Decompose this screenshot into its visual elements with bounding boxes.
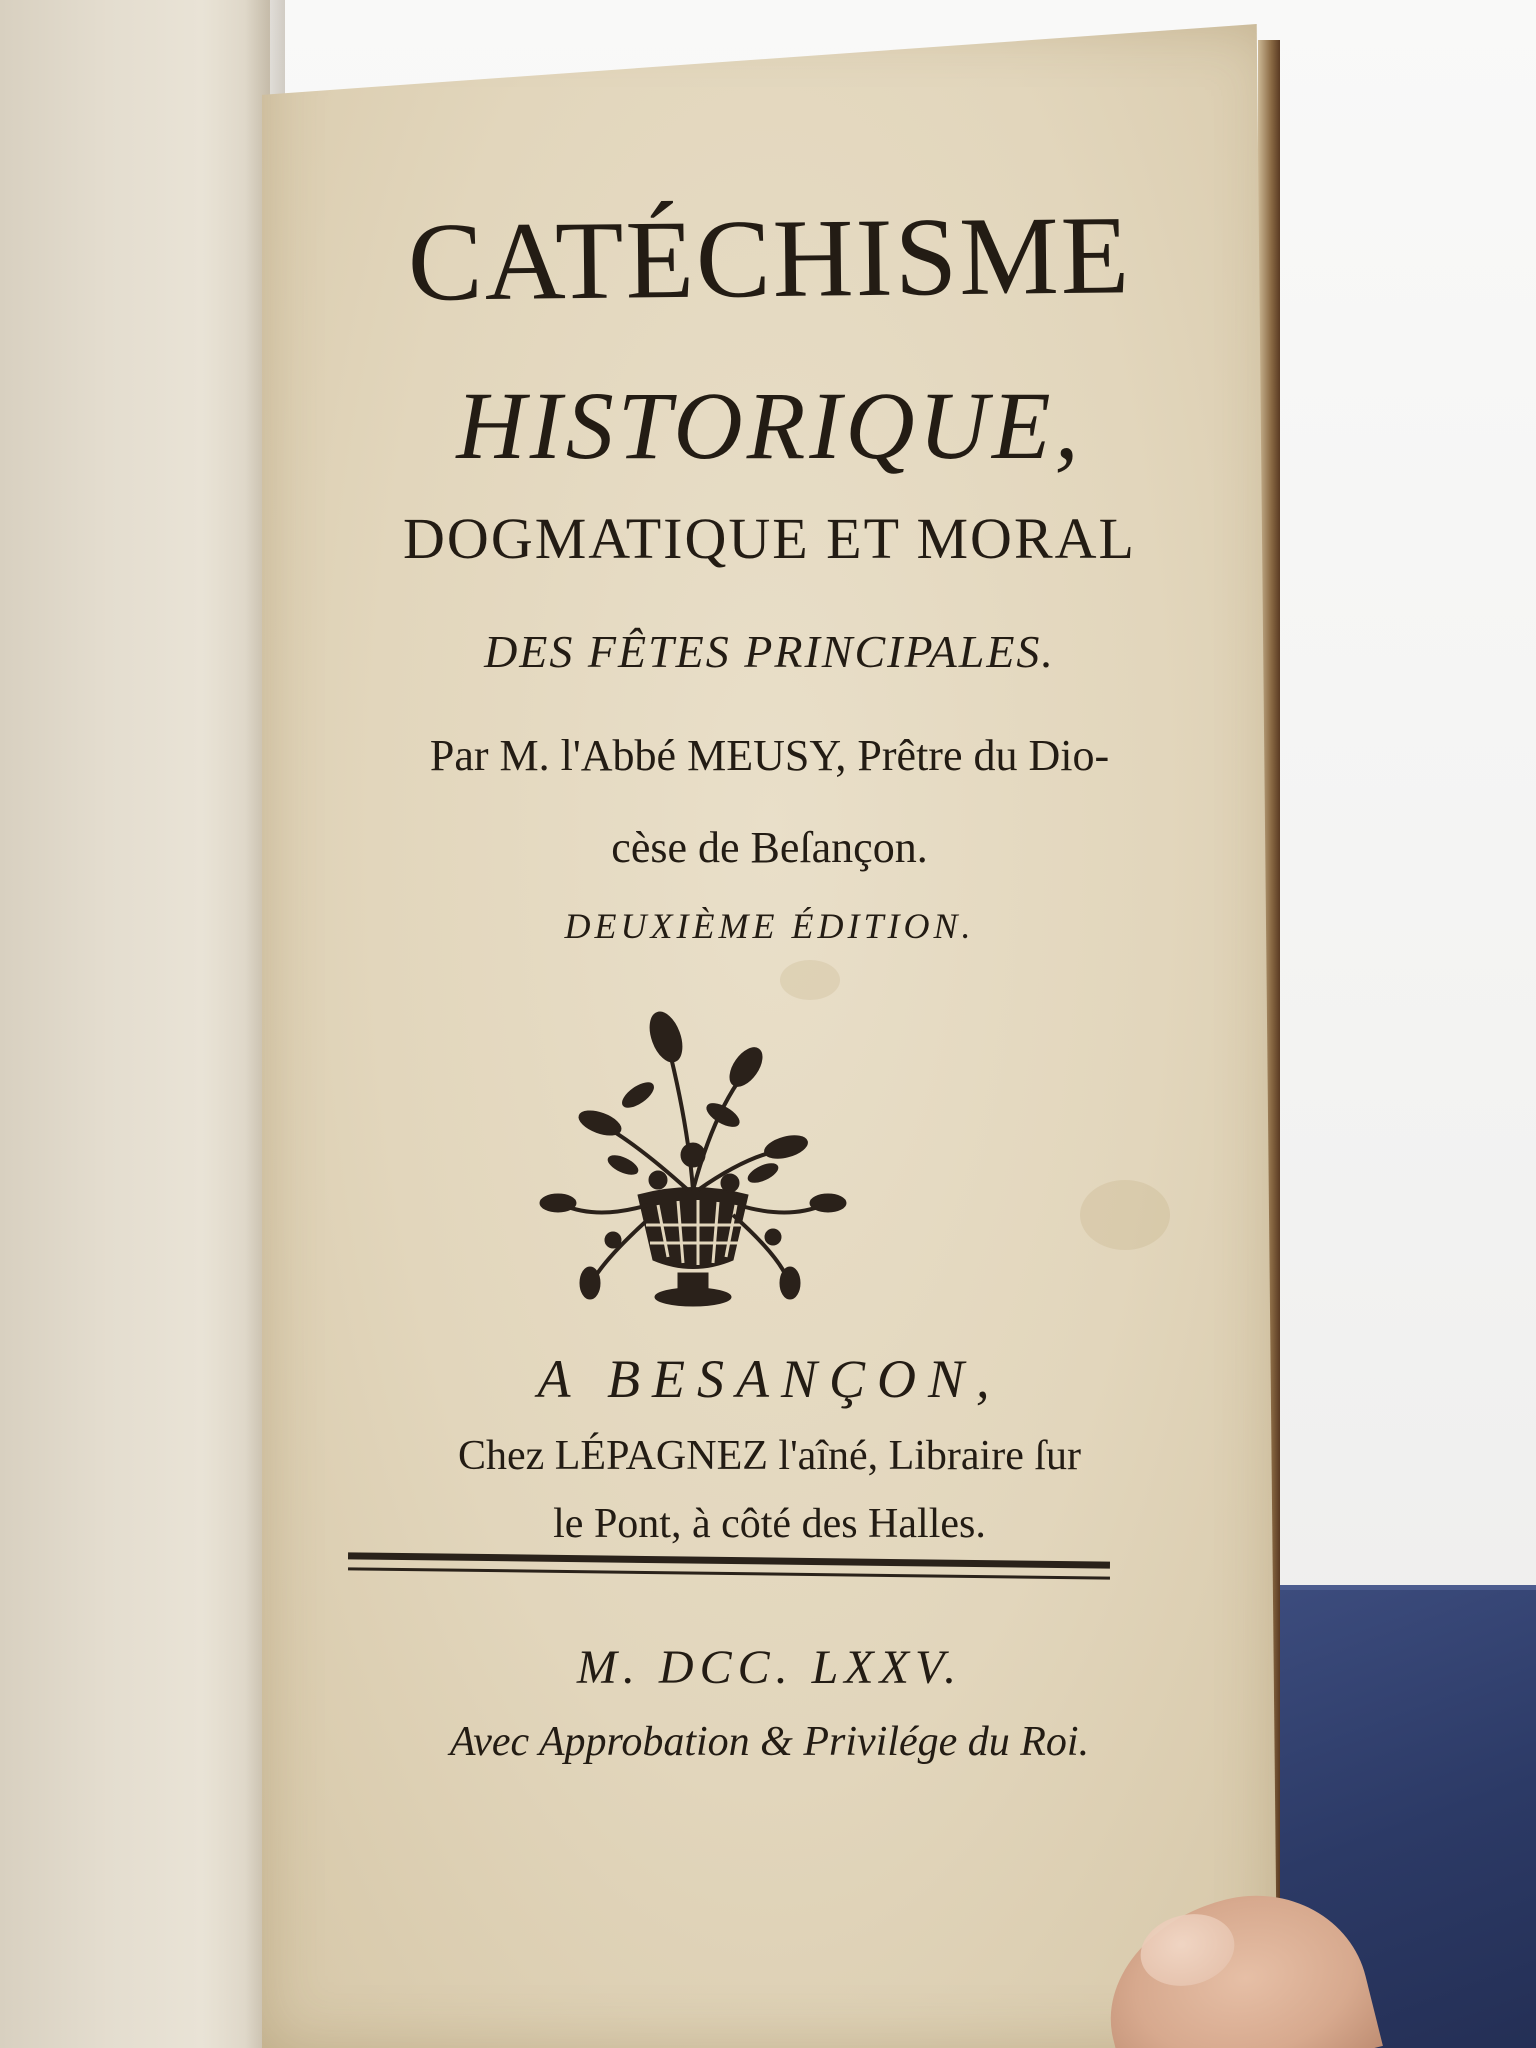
book-subtitle: HISTORIQUE, <box>456 372 1083 479</box>
subtitle-line-4: DES FÊTES PRINCIPALES. <box>484 626 1055 677</box>
paper-stain <box>780 960 840 1000</box>
book-title: CATÉCHISME <box>407 193 1132 325</box>
imprint-publisher-line: Chez LÉPAGNEZ l'aîné, Libraire ſur <box>457 1433 1081 1479</box>
publication-year: M. DCC. LXXV. <box>576 1641 963 1694</box>
approbation-line: Avec Approbation & Privilége du Roi. <box>449 1719 1090 1765</box>
author-line-2: cèse de Beſançon. <box>611 823 928 872</box>
imprint-city: A BESANÇON, <box>537 1349 1002 1409</box>
left-blank-page <box>0 0 270 2048</box>
edition-label: DEUXIÈME ÉDITION. <box>564 906 975 946</box>
author-line-1: Par M. l'Abbé MEUSY, Prêtre du Dio- <box>429 731 1110 780</box>
flower-basket-ornament-icon <box>538 1005 848 1315</box>
subtitle-line-3: DOGMATIQUE ET MORAL <box>403 506 1136 571</box>
paper-stain <box>1080 1180 1170 1250</box>
imprint-address-line: le Pont, à côté des Halles. <box>553 1501 986 1547</box>
